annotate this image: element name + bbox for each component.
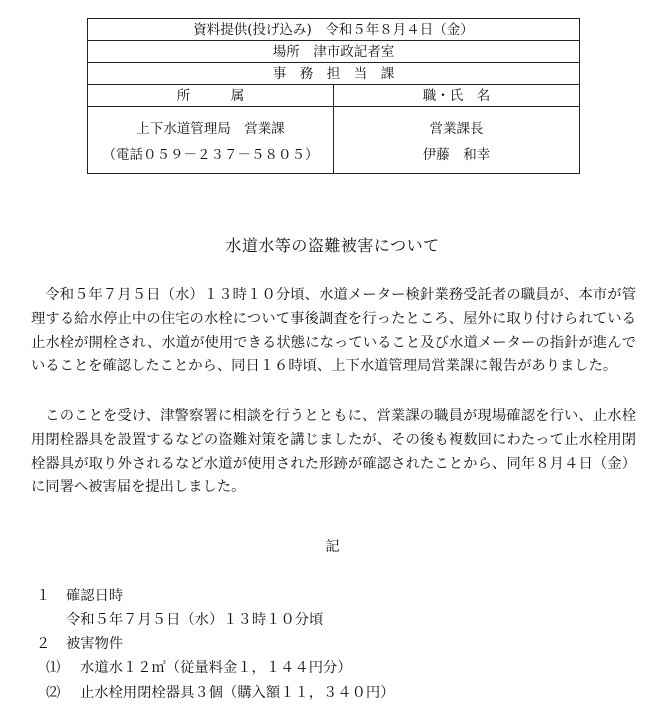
release-info: 資料提供(投げ込み) 令和５年８月４日（金）: [88, 19, 580, 41]
affiliation-header: 所 属: [88, 85, 334, 107]
paragraph-1: 令和５年７月５日（水）１３時１０分頃、水道メーター検針業務受託者の職員が、本市が管理する給水停止中の住宅の水栓について事後調査を行ったところ、屋外に取り付けられている止水栓が開栓され、水道が使用できる状態になっていること及び水道メーターの指針が進んでいることを確認したことから、同日１６時頃、上下水道管理局営業課に報告がありました。: [31, 287, 636, 375]
person-position: 営業課長: [429, 121, 484, 137]
item-2-title: 被害物件: [66, 636, 124, 652]
department-cell: [88, 107, 334, 174]
sub-item-1-text: 水道水１２㎥（従量料金１，１４４円分）: [80, 660, 352, 676]
item-2-number: ２: [36, 636, 51, 652]
item-1-detail: 令和５年７月５日（水）１３時１０分頃: [66, 612, 324, 628]
sub-item-2-number: ⑵: [46, 685, 61, 701]
item-1-title: 確認日時: [66, 588, 124, 604]
item-2: [36, 632, 123, 656]
item-1: [36, 584, 123, 608]
person-cell: [334, 107, 580, 174]
sub-item-1-number: ⑴: [46, 660, 61, 676]
location-info: 場所 津市政記者室: [88, 41, 580, 63]
name-header: 職・氏 名: [334, 85, 580, 107]
department-phone: （電話０５９－２３７－５８０５）: [102, 147, 319, 163]
sub-item-1: [46, 656, 352, 680]
department-name: 上下水道管理局 営業課: [136, 121, 285, 137]
document-title: 水道水等の盗難被害について: [225, 236, 440, 255]
office-title: 事 務 担 当 課: [88, 63, 580, 85]
item-1-number: １: [36, 588, 51, 604]
sub-item-2: [46, 681, 395, 705]
sub-item-2-text: 止水栓用閉栓器具３個（購入額１１，３４０円）: [80, 685, 395, 701]
contact-info-table: [87, 18, 580, 174]
person-name: 伊藤 和幸: [422, 147, 491, 163]
paragraph-2: このことを受け、津警察署に相談を行うとともに、営業課の職員が現場確認を行い、止水栓用閉栓器具を設置するなどの盗難対策を講じましたが、その後も複数回にわたって止水栓用閉栓器具が取り外されるなど水道が使用された形跡が確認されたことから、同年８月４日（金）に同署へ被害届を提出しました。: [31, 408, 636, 496]
ki-heading: 記: [325, 539, 340, 555]
